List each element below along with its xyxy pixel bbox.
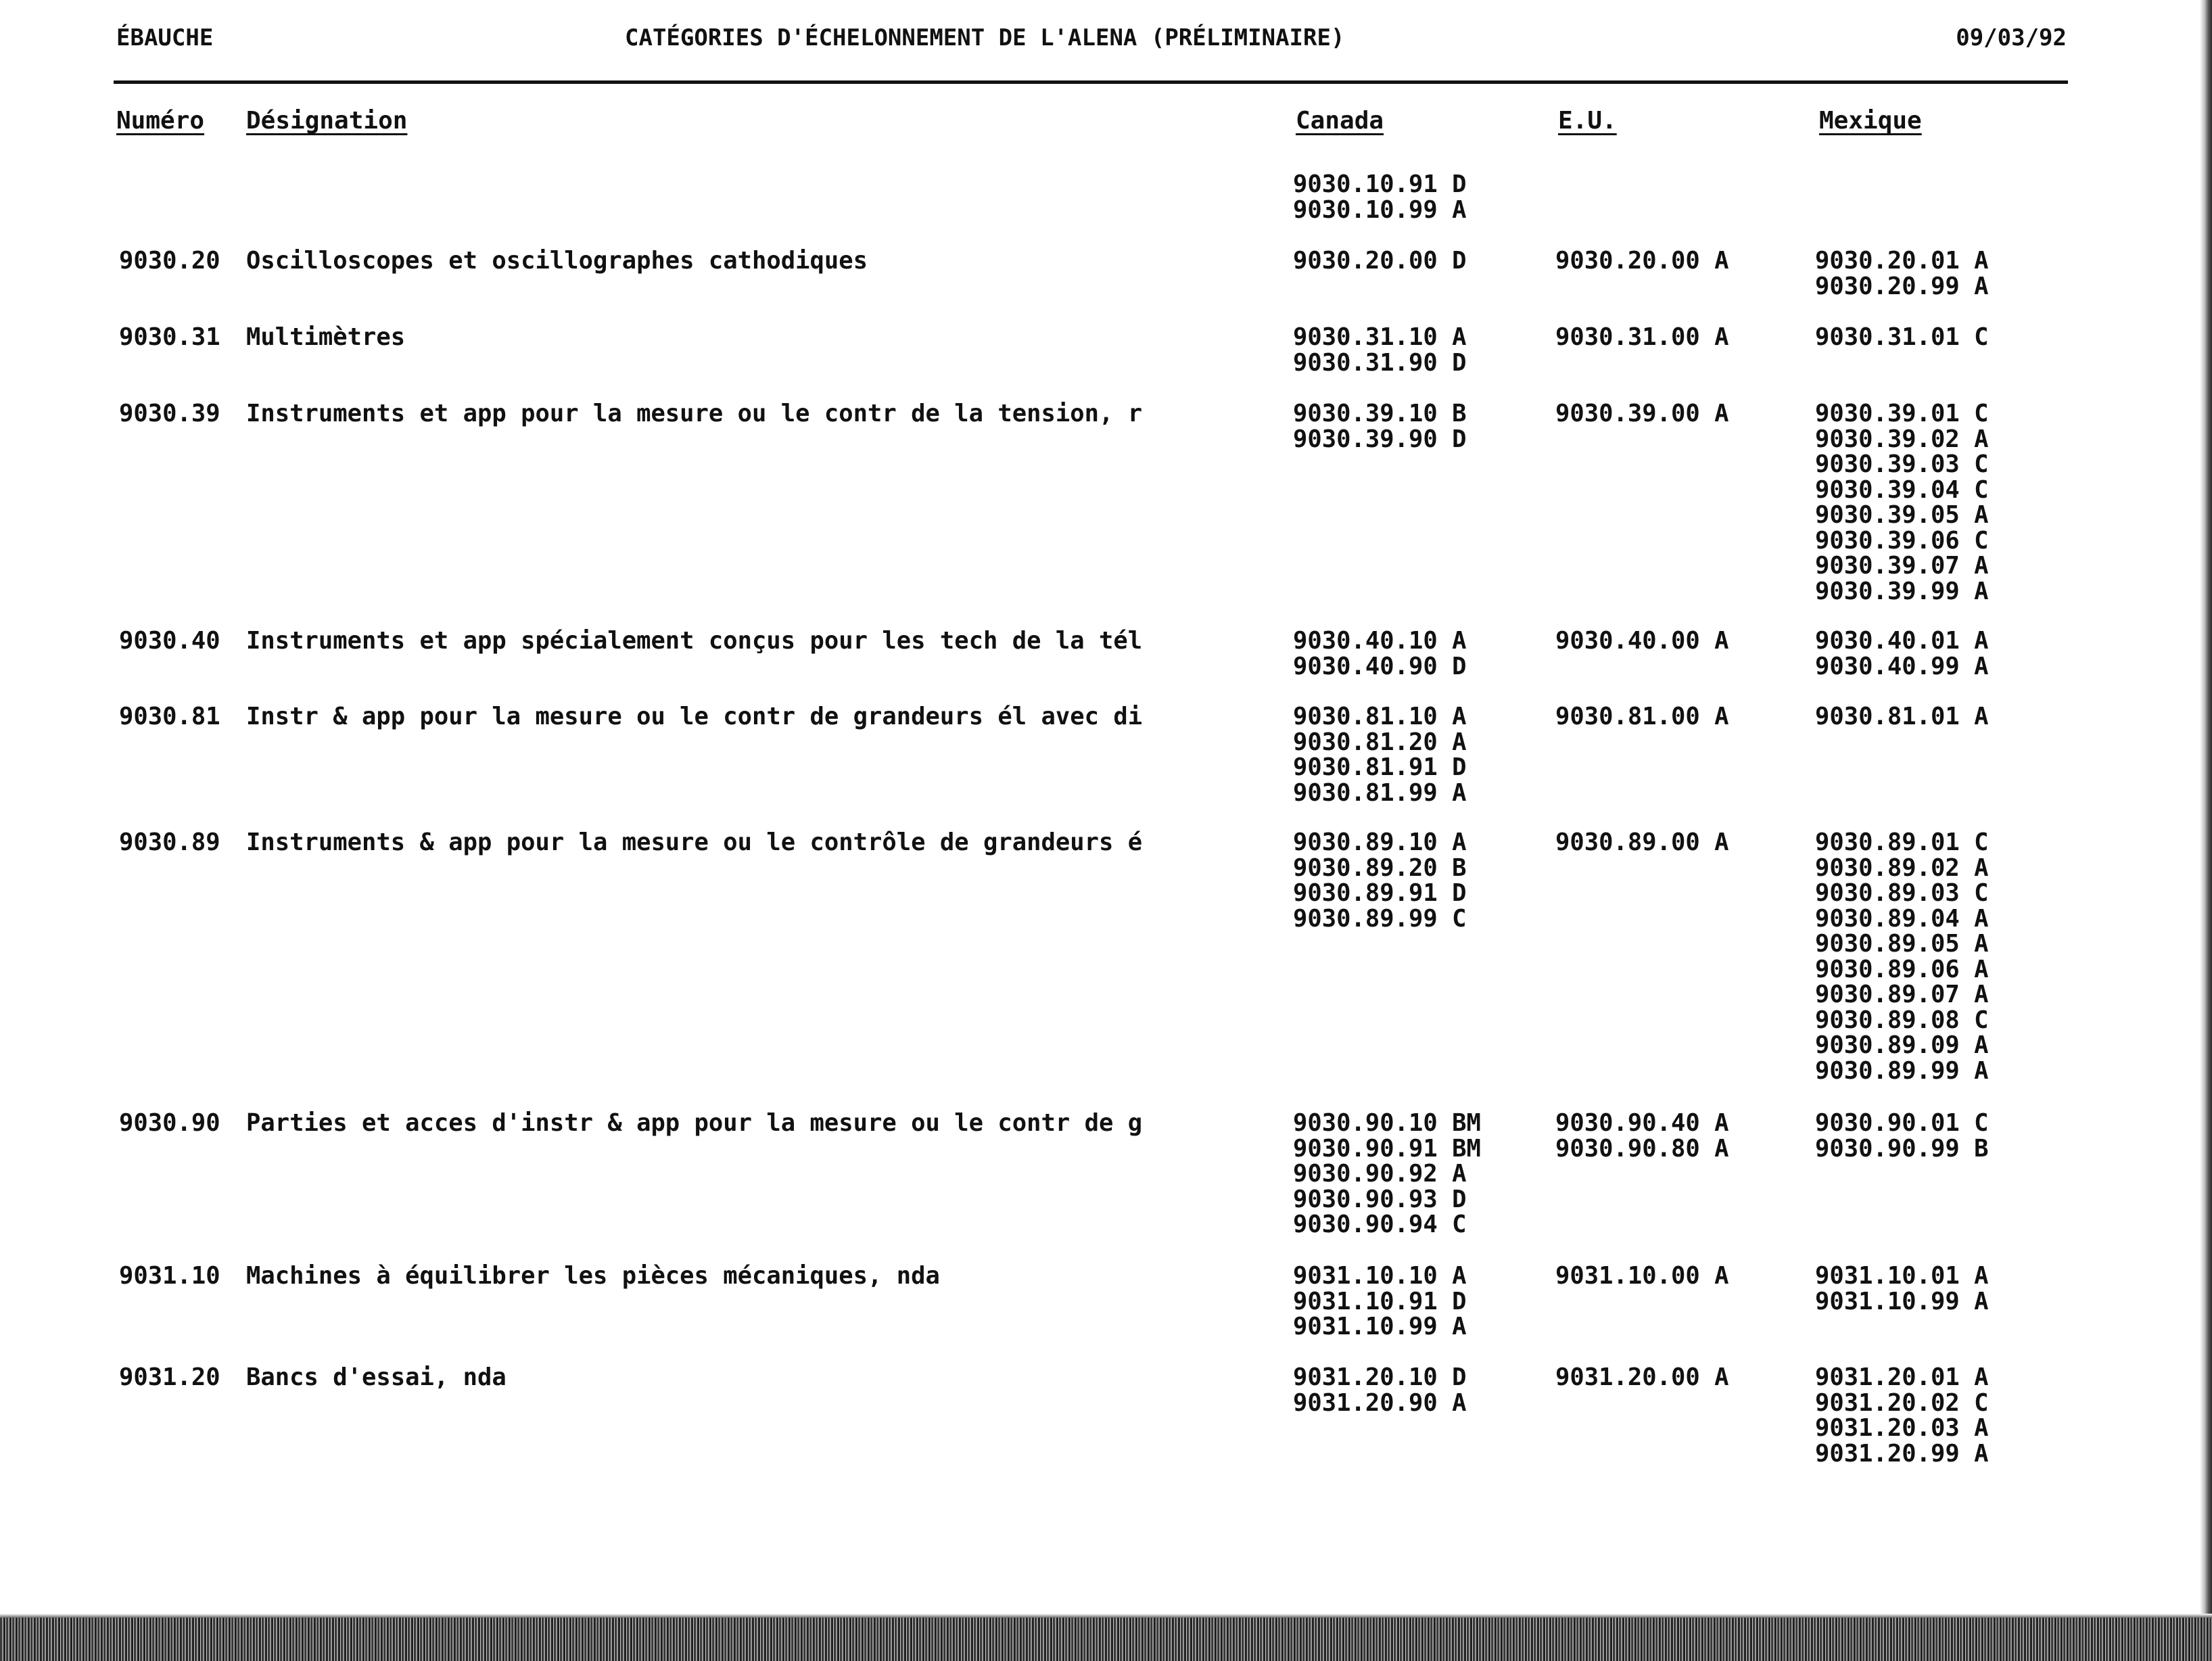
- page-header: [116, 24, 2067, 58]
- staging-code: 9030.89.06 A: [1815, 955, 1989, 983]
- staging-code: 9030.10.99 A: [1293, 195, 1467, 224]
- staging-code: 9030.89.09 A: [1815, 1031, 1989, 1059]
- staging-code: 9031.10.99 A: [1293, 1313, 1467, 1340]
- mexico-codes: [1815, 1110, 1988, 1161]
- staging-code: 9030.31.00 A: [1555, 323, 1729, 351]
- canada-codes: [1293, 401, 1466, 452]
- staging-code: 9030.81.20 A: [1293, 728, 1467, 756]
- staging-code: 9030.20.01 A: [1815, 247, 1989, 275]
- staging-code: 9030.90.80 A: [1555, 1134, 1729, 1163]
- staging-code: 9030.40.01 A: [1815, 627, 1989, 655]
- staging-code: 9030.89.01 C: [1815, 828, 1989, 856]
- staging-code: 9030.39.01 C: [1815, 400, 1989, 427]
- staging-code: 9030.90.94 C: [1293, 1211, 1467, 1238]
- staging-code: 9030.89.08 C: [1815, 1006, 1989, 1034]
- column-header-designation: Désignation: [246, 107, 408, 135]
- staging-code: 9030.31.01 C: [1815, 323, 1989, 351]
- staging-code: 9030.20.00 A: [1555, 247, 1729, 275]
- canada-codes: [1293, 1365, 1466, 1416]
- mexico-codes: [1815, 325, 1988, 350]
- eu-codes: [1555, 401, 1728, 427]
- staging-code: 9030.89.07 A: [1815, 981, 1989, 1008]
- canada-codes: [1293, 704, 1466, 805]
- column-header-canada: Canada: [1296, 107, 1384, 135]
- staging-code: 9031.10.00 A: [1555, 1262, 1729, 1290]
- canada-codes: [1293, 1110, 1481, 1238]
- staging-code: 9030.89.99 C: [1293, 904, 1467, 933]
- staging-code: 9030.81.10 A: [1293, 703, 1467, 730]
- staging-code: 9031.10.99 A: [1815, 1287, 1989, 1315]
- canada-codes: [1293, 830, 1466, 931]
- staging-code: 9030.31.90 D: [1293, 348, 1467, 377]
- mexico-codes: [1815, 1365, 1988, 1466]
- tariff-designation: Instruments et app pour la mesure ou le contr de la tension, r: [246, 401, 1143, 427]
- tariff-number: 9030.81: [119, 703, 220, 730]
- canada-codes: [1293, 172, 1466, 223]
- tariff-designation: Multimètres: [246, 325, 406, 350]
- tariff-number: 9030.39: [119, 400, 220, 427]
- tariff-designation: Oscilloscopes et oscillographes cathodiques: [246, 248, 868, 274]
- staging-code: 9030.39.04 C: [1815, 475, 1989, 504]
- staging-code: 9030.39.05 A: [1815, 501, 1989, 529]
- staging-code: 9031.10.01 A: [1815, 1262, 1989, 1290]
- staging-code: 9030.89.04 A: [1815, 904, 1989, 933]
- staging-code: 9031.20.02 C: [1815, 1388, 1989, 1417]
- canada-codes: [1293, 248, 1466, 274]
- eu-codes: [1555, 830, 1728, 856]
- staging-code: 9030.89.99 A: [1815, 1056, 1989, 1085]
- staging-code: 9030.20.00 D: [1293, 247, 1467, 275]
- tariff-number: 9030.20: [119, 247, 220, 275]
- document-date: 09/03/92: [1956, 24, 2067, 51]
- eu-codes: [1555, 1110, 1728, 1161]
- staging-code: 9031.20.03 A: [1815, 1414, 1989, 1442]
- staging-code: 9031.20.99 A: [1815, 1439, 1989, 1468]
- staging-code: 9030.39.90 D: [1293, 425, 1467, 453]
- scan-edge-right: [2200, 0, 2212, 1616]
- tariff-designation: Instr & app pour la mesure ou le contr de grandeurs él avec di: [246, 704, 1143, 730]
- staging-code: 9031.20.00 A: [1555, 1363, 1729, 1391]
- staging-code: 9031.10.10 A: [1293, 1262, 1467, 1290]
- staging-code: 9030.90.92 A: [1293, 1160, 1467, 1188]
- staging-code: 9030.90.93 D: [1293, 1185, 1467, 1213]
- document-title: CATÉGORIES D'ÉCHELONNEMENT DE L'ALENA (PRÉLIMINAIRE): [625, 24, 1345, 51]
- staging-code: 9030.89.91 D: [1293, 879, 1467, 907]
- tariff-designation: Parties et acces d'instr & app pour la mesure ou le contr de g: [246, 1110, 1143, 1136]
- staging-code: 9030.90.91 BM: [1293, 1134, 1481, 1163]
- staging-code: 9030.90.40 A: [1555, 1109, 1729, 1137]
- staging-code: 9031.20.10 D: [1293, 1363, 1467, 1391]
- eu-codes: [1555, 325, 1728, 350]
- header-rule: [114, 80, 2068, 84]
- staging-code: 9030.89.10 A: [1293, 828, 1467, 856]
- draft-label: ÉBAUCHE: [116, 24, 214, 51]
- staging-code: 9031.10.91 D: [1293, 1287, 1467, 1315]
- eu-codes: [1555, 704, 1728, 730]
- scan-edge-bottom: [0, 1618, 2212, 1661]
- staging-code: 9030.90.99 B: [1815, 1134, 1989, 1163]
- tariff-number: 9031.20: [119, 1363, 220, 1391]
- mexico-codes: [1815, 248, 1988, 299]
- staging-code: 9030.40.90 D: [1293, 652, 1467, 680]
- staging-code: 9030.81.00 A: [1555, 703, 1729, 730]
- mexico-codes: [1815, 401, 1988, 604]
- mexico-codes: [1815, 704, 1988, 730]
- mexico-codes: [1815, 1263, 1988, 1314]
- column-header-mexique: Mexique: [1819, 107, 1922, 135]
- staging-code: 9030.10.91 D: [1293, 170, 1467, 198]
- canada-codes: [1293, 1263, 1466, 1340]
- staging-code: 9030.39.06 C: [1815, 526, 1989, 555]
- staging-code: 9030.89.20 B: [1293, 853, 1467, 882]
- column-header-eu: E.U.: [1558, 107, 1617, 135]
- staging-code: 9030.40.10 A: [1293, 627, 1467, 655]
- staging-code: 9030.90.01 C: [1815, 1109, 1989, 1137]
- staging-code: 9031.20.90 A: [1293, 1388, 1467, 1417]
- staging-code: 9030.20.99 A: [1815, 272, 1989, 300]
- canada-codes: [1293, 325, 1466, 375]
- staging-code: 9030.39.00 A: [1555, 400, 1729, 427]
- tariff-number: 9030.90: [119, 1109, 220, 1137]
- tariff-number: 9031.10: [119, 1262, 220, 1290]
- tariff-designation: Instruments & app pour la mesure ou le contrôle de grandeurs é: [246, 830, 1143, 856]
- mexico-codes: [1815, 628, 1988, 679]
- tariff-number: 9030.89: [119, 828, 220, 856]
- tariff-number: 9030.40: [119, 627, 220, 655]
- staging-code: 9030.81.91 D: [1293, 753, 1467, 781]
- eu-codes: [1555, 248, 1728, 274]
- canada-codes: [1293, 628, 1466, 679]
- column-header-numero: Numéro: [116, 107, 205, 135]
- eu-codes: [1555, 1263, 1728, 1289]
- staging-code: 9030.89.05 A: [1815, 930, 1989, 958]
- staging-code: 9030.39.07 A: [1815, 552, 1989, 580]
- staging-code: 9030.89.00 A: [1555, 828, 1729, 856]
- tariff-designation: Machines à équilibrer les pièces mécaniques, nda: [246, 1263, 940, 1289]
- eu-codes: [1555, 1365, 1728, 1390]
- tariff-designation: Instruments et app spécialement conçus pour les tech de la tél: [246, 628, 1143, 654]
- staging-code: 9030.89.03 C: [1815, 879, 1989, 907]
- tariff-number: 9030.31: [119, 323, 220, 351]
- staging-code: 9030.40.00 A: [1555, 627, 1729, 655]
- tariff-designation: Bancs d'essai, nda: [246, 1365, 507, 1390]
- staging-code: 9030.39.99 A: [1815, 577, 1989, 605]
- staging-code: 9031.20.01 A: [1815, 1363, 1989, 1391]
- staging-code: 9030.90.10 BM: [1293, 1109, 1481, 1137]
- staging-code: 9030.89.02 A: [1815, 853, 1989, 882]
- staging-code: 9030.39.02 A: [1815, 425, 1989, 453]
- staging-code: 9030.39.10 B: [1293, 400, 1467, 427]
- staging-code: 9030.39.03 C: [1815, 450, 1989, 478]
- eu-codes: [1555, 628, 1728, 654]
- staging-code: 9030.40.99 A: [1815, 652, 1989, 680]
- staging-code: 9030.31.10 A: [1293, 323, 1467, 351]
- staging-code: 9030.81.99 A: [1293, 778, 1467, 807]
- mexico-codes: [1815, 830, 1988, 1083]
- staging-code: 9030.81.01 A: [1815, 703, 1989, 730]
